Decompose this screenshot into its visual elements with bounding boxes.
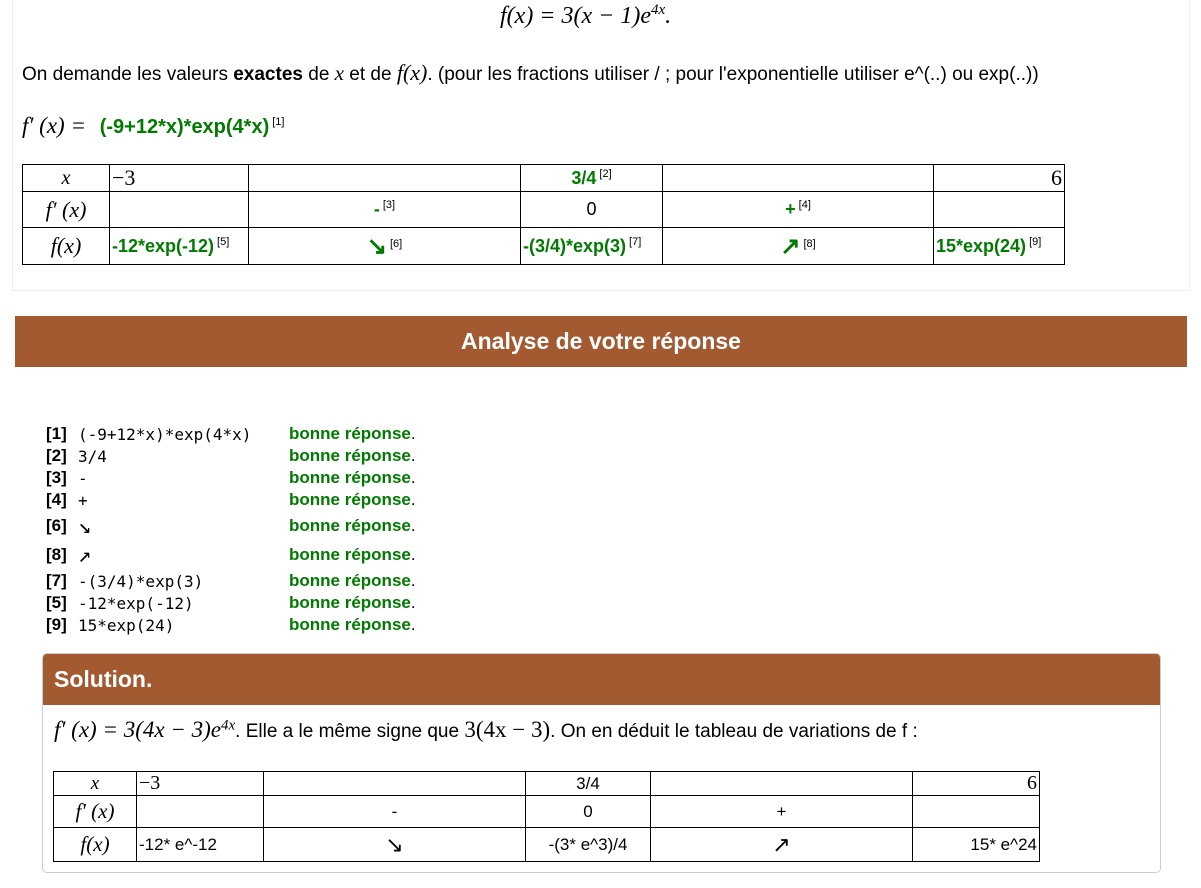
feedback-punct: .: [410, 468, 416, 487]
x-mid-answer[interactable]: 3/4: [571, 167, 597, 188]
instructions-bold: exactes: [233, 64, 303, 85]
fprime-zero: 0: [521, 192, 663, 228]
feedback-ref: [9]: [46, 615, 67, 634]
feedback-row: [46, 570, 416, 592]
fprime-zero: 0: [526, 796, 651, 828]
f-mid-answer[interactable]: -(3/4)*exp(3): [523, 235, 627, 256]
feedback-punct: .: [410, 593, 416, 612]
table-row-fprime: [54, 796, 1040, 828]
row-label-f: f(x): [23, 228, 110, 265]
decreasing-arrow-icon: ↘: [78, 513, 92, 539]
instructions-fx: f(x): [396, 60, 428, 85]
f-left-answer[interactable]: -12*exp(-12): [112, 235, 215, 256]
feedback-punct: .: [410, 516, 416, 535]
instructions-x: x: [334, 61, 344, 85]
feedback-answer: +: [78, 490, 88, 510]
feedback-result: bonne réponse: [289, 593, 411, 612]
solution-text-d: . On en déduit le tableau de variations de f :: [550, 721, 918, 742]
function-exponent: 4x: [650, 2, 666, 18]
answer-variation-table: [22, 164, 1065, 265]
x-empty-2: [651, 772, 913, 796]
feedback-punct: .: [410, 545, 416, 564]
feedback-result: bonne réponse: [289, 516, 411, 535]
fprime-empty-1: [110, 192, 249, 228]
row-label-x: x: [54, 772, 137, 796]
feedback-ref: [1]: [46, 424, 67, 443]
table-row-x: [23, 165, 1065, 192]
row-label-f: f(x): [54, 828, 137, 862]
increasing-arrow-icon: ↗: [651, 828, 913, 862]
f-mid-ref: [7]: [629, 235, 642, 248]
feedback-ref: [8]: [46, 545, 67, 564]
x-mid-cell: [521, 165, 663, 192]
feedback-result: bonne réponse: [289, 424, 411, 443]
f-dec-cell: [249, 228, 521, 265]
solution-exponent: 4x: [220, 717, 236, 734]
solution-factor: 3(4x − 3): [464, 717, 551, 742]
feedback-row: [46, 614, 416, 636]
f-mid-value: -(3* e^3)/4: [526, 828, 651, 862]
feedback-row: [46, 467, 416, 489]
feedback-ref: [5]: [46, 593, 67, 612]
row-label-x: x: [23, 165, 110, 192]
f-mid-cell: [521, 228, 663, 265]
f-right-value: 15* e^24: [913, 828, 1040, 862]
feedback-ref: [2]: [46, 446, 67, 465]
x-left-value: −3: [137, 772, 264, 796]
feedback-row: [46, 423, 416, 445]
feedback-row: [46, 513, 416, 539]
derivative-answer[interactable]: (-9+12*x)*exp(4*x): [99, 116, 270, 138]
function-definition: [500, 2, 671, 30]
x-empty-2: [663, 165, 934, 192]
x-right-value: 6: [913, 772, 1040, 796]
function-formula: f(x) = 3(x − 1)e: [500, 3, 651, 29]
fprime-empty-2: [934, 192, 1065, 228]
fprime-neg-cell: [249, 192, 521, 228]
x-mid-value: 3/4: [526, 772, 651, 796]
f-inc-ref: [8]: [803, 237, 816, 250]
feedback-result: bonne réponse: [289, 446, 411, 465]
fprime-pos: +: [651, 796, 913, 828]
feedback-punct: .: [410, 424, 416, 443]
fprime-neg: -: [264, 796, 526, 828]
feedback-punct: .: [410, 615, 416, 634]
feedback-answer: -: [78, 468, 88, 488]
feedback-result: bonne réponse: [289, 571, 411, 590]
derivative-label: f′ (x) =: [22, 113, 92, 138]
instructions-post: . (pour les fractions utiliser / ; pour l'exponentielle utiliser e^(..) ou exp(..)): [427, 64, 1039, 85]
fprime-pos-answer[interactable]: +: [785, 199, 796, 219]
feedback-ref: [7]: [46, 571, 67, 590]
analysis-header: Analyse de votre réponse: [15, 316, 1187, 367]
f-left-cell: [110, 228, 249, 265]
f-right-ref: [9]: [1029, 235, 1042, 248]
feedback-result: bonne réponse: [289, 545, 411, 564]
derivative-ref: [1]: [272, 116, 285, 129]
fprime-pos-cell: [663, 192, 934, 228]
solution-variation-table: [53, 771, 1040, 862]
f-dec-ref: [6]: [389, 237, 403, 250]
f-right-cell: [934, 228, 1065, 265]
function-period: .: [665, 3, 672, 29]
instructions-pre: On demande les valeurs: [22, 64, 234, 85]
fprime-empty-2: [913, 796, 1040, 828]
instructions-mid2: et de: [344, 64, 397, 85]
increasing-arrow-icon: ↗: [78, 542, 92, 568]
feedback-row: [46, 542, 416, 568]
solution-title: Solution.: [43, 654, 1160, 705]
feedback-result: bonne réponse: [289, 615, 411, 634]
derivative-line: [22, 113, 284, 139]
feedback-row: [46, 592, 416, 614]
x-left-value: −3: [110, 165, 249, 192]
x-empty-1: [249, 165, 521, 192]
instructions-text: [22, 60, 1039, 86]
solution-derivative: f′ (x) = 3(4x − 3)e: [54, 717, 221, 742]
f-left-ref: [5]: [217, 235, 230, 248]
fprime-pos-ref: [4]: [798, 199, 811, 211]
feedback-punct: .: [410, 490, 416, 509]
increasing-arrow-icon[interactable]: ↗: [780, 232, 801, 260]
decreasing-arrow-icon: ↘: [264, 828, 526, 862]
fprime-empty-1: [137, 796, 264, 828]
feedback-punct: .: [410, 446, 416, 465]
feedback-punct: .: [410, 571, 416, 590]
feedback-ref: [6]: [46, 516, 67, 535]
row-label-fprime: f′ (x): [23, 192, 110, 228]
feedback-result: bonne réponse: [289, 490, 411, 509]
fprime-neg-answer[interactable]: -: [373, 199, 380, 219]
row-label-fprime: f′ (x): [54, 796, 137, 828]
x-right-value: 6: [934, 165, 1065, 192]
f-right-answer[interactable]: 15*exp(24): [936, 235, 1027, 256]
solution-text: [54, 717, 918, 743]
instructions-mid: de: [302, 64, 335, 85]
table-row-fprime: [23, 192, 1065, 228]
feedback-answer: 15*exp(24): [78, 615, 175, 635]
feedback-answer: (-9+12*x)*exp(4*x): [78, 424, 252, 444]
table-row-f: [54, 828, 1040, 862]
feedback-answer: 3/4: [78, 446, 107, 466]
feedback-row: [46, 445, 416, 467]
f-inc-cell: [663, 228, 934, 265]
table-row-x: [54, 772, 1040, 796]
x-empty-1: [264, 772, 526, 796]
feedback-answer: -(3/4)*exp(3): [78, 571, 204, 591]
f-left-value: -12* e^-12: [137, 828, 264, 862]
decreasing-arrow-icon[interactable]: ↘: [366, 232, 387, 260]
x-mid-ref: [2]: [599, 167, 612, 180]
feedback-ref: [3]: [46, 468, 67, 487]
solution-text-b: . Elle a le même signe que: [235, 721, 465, 742]
fprime-neg-ref: [3]: [382, 199, 396, 211]
feedback-answer: -12*exp(-12): [78, 593, 194, 613]
feedback-ref: [4]: [46, 490, 67, 509]
feedback-result: bonne réponse: [289, 468, 411, 487]
table-row-f: [23, 228, 1065, 265]
feedback-row: [46, 489, 416, 511]
